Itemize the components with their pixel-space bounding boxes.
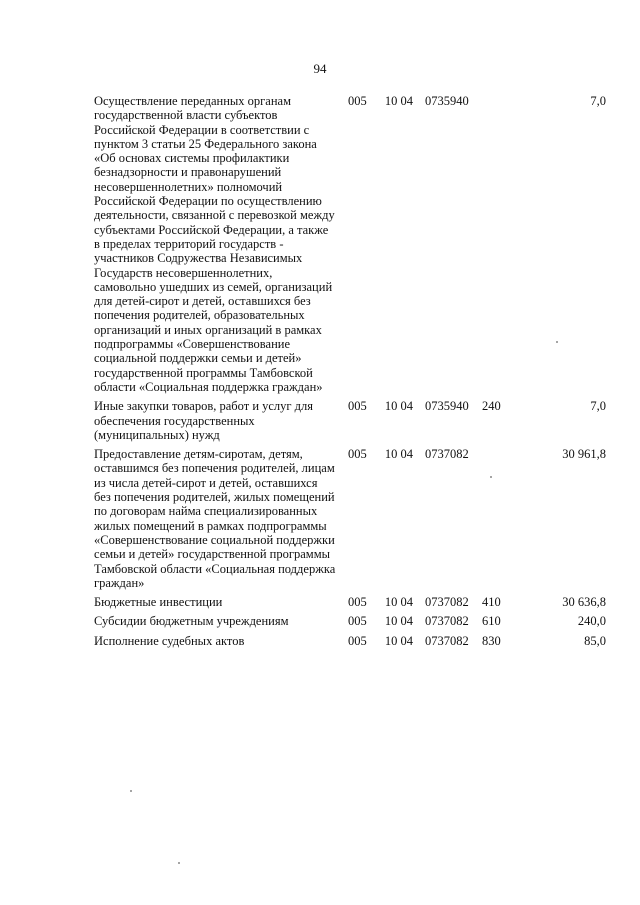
section-code: 10 04 — [384, 399, 413, 414]
scan-speck — [556, 341, 558, 343]
expense-name: Иные закупки товаров, работ и услуг для обеспечения государственных (муниципальных) нужд — [94, 399, 314, 442]
expense-name: Субсидии бюджетным учреждениям — [94, 614, 289, 629]
ministry-code: 005 — [348, 399, 367, 414]
table-row — [94, 394, 606, 442]
scan-speck — [178, 862, 180, 864]
target-article-code: 0737082 — [425, 595, 469, 610]
amount: 85,0 — [584, 633, 606, 648]
amount: 7,0 — [590, 399, 606, 414]
target-article-code: 0735940 — [425, 94, 469, 108]
ministry-code: 005 — [348, 94, 367, 108]
table-row — [94, 629, 606, 648]
page-number: 94 — [313, 61, 327, 76]
expense-type-code — [475, 442, 512, 590]
target-article-code: 0735940 — [425, 399, 469, 414]
amount: 30 961,8 — [562, 447, 606, 462]
amount: 7,0 — [590, 94, 606, 108]
section-code: 10 04 — [384, 94, 413, 108]
target-article-code: 0737082 — [425, 614, 469, 629]
budget-table — [94, 94, 606, 648]
expense-name: Осуществление переданных органам государственной власти субъектов Российской Федерации в соответствии с пунктом 3 статьи 25 Федерального закона «Об основах системы профилактики безнадзорности и правонарушений несовершеннолетних» полномочий Российской Федерации по осуществлению деятельности, связанной с перевозкой между субъектами Российской Федерации, а также в пределах территорий государств - участников Содружества Независимых Государств несовершеннолетних, самовольно ушедших из семей, организаций для детей-сирот и детей, оставшихся без попечения родителей, образовательных организаций и иных организаций в рамках подпрограммы «Совершенствование социальной поддержки семьи и детей» государственной программы Тамбовской области «Социальная поддержка граждан» — [94, 94, 335, 394]
target-article-code: 0737082 — [425, 447, 469, 462]
expense-type-code: 240 — [482, 399, 501, 414]
section-code: 10 04 — [384, 447, 413, 462]
expense-name: Бюджетные инвестиции — [94, 595, 223, 610]
expense-type-code — [475, 94, 512, 394]
expense-type-code: 410 — [482, 595, 501, 610]
ministry-code: 005 — [348, 614, 367, 629]
section-code: 10 04 — [384, 595, 413, 610]
expense-name: Исполнение судебных актов — [94, 633, 245, 648]
table-row — [94, 609, 606, 628]
expense-type-code: 610 — [482, 614, 501, 629]
expense-type-code: 830 — [482, 633, 501, 648]
section-code: 10 04 — [384, 633, 413, 648]
section-code: 10 04 — [384, 614, 413, 629]
expense-name: Предоставление детям-сиротам, детям, оставшимся без попечения родителей, лицам из числа детей-сирот и детей, оставшихся без попечения родителей, жилых помещений по договорам найма специализированных жилых помещений в рамках подпрограммы «Совершенствование социальной поддержки семьи и детей» государственной программы Тамбовской области «Социальная поддержка граждан» — [94, 447, 336, 590]
table-row — [94, 442, 606, 590]
amount: 30 636,8 — [562, 595, 606, 610]
target-article-code: 0737082 — [425, 633, 469, 648]
amount: 240,0 — [577, 614, 606, 629]
table-row — [94, 94, 606, 394]
ministry-code: 005 — [348, 447, 367, 462]
ministry-code: 005 — [348, 633, 367, 648]
ministry-code: 005 — [348, 595, 367, 610]
table-row — [94, 590, 606, 609]
scan-speck — [130, 790, 132, 792]
scan-speck — [490, 476, 492, 478]
